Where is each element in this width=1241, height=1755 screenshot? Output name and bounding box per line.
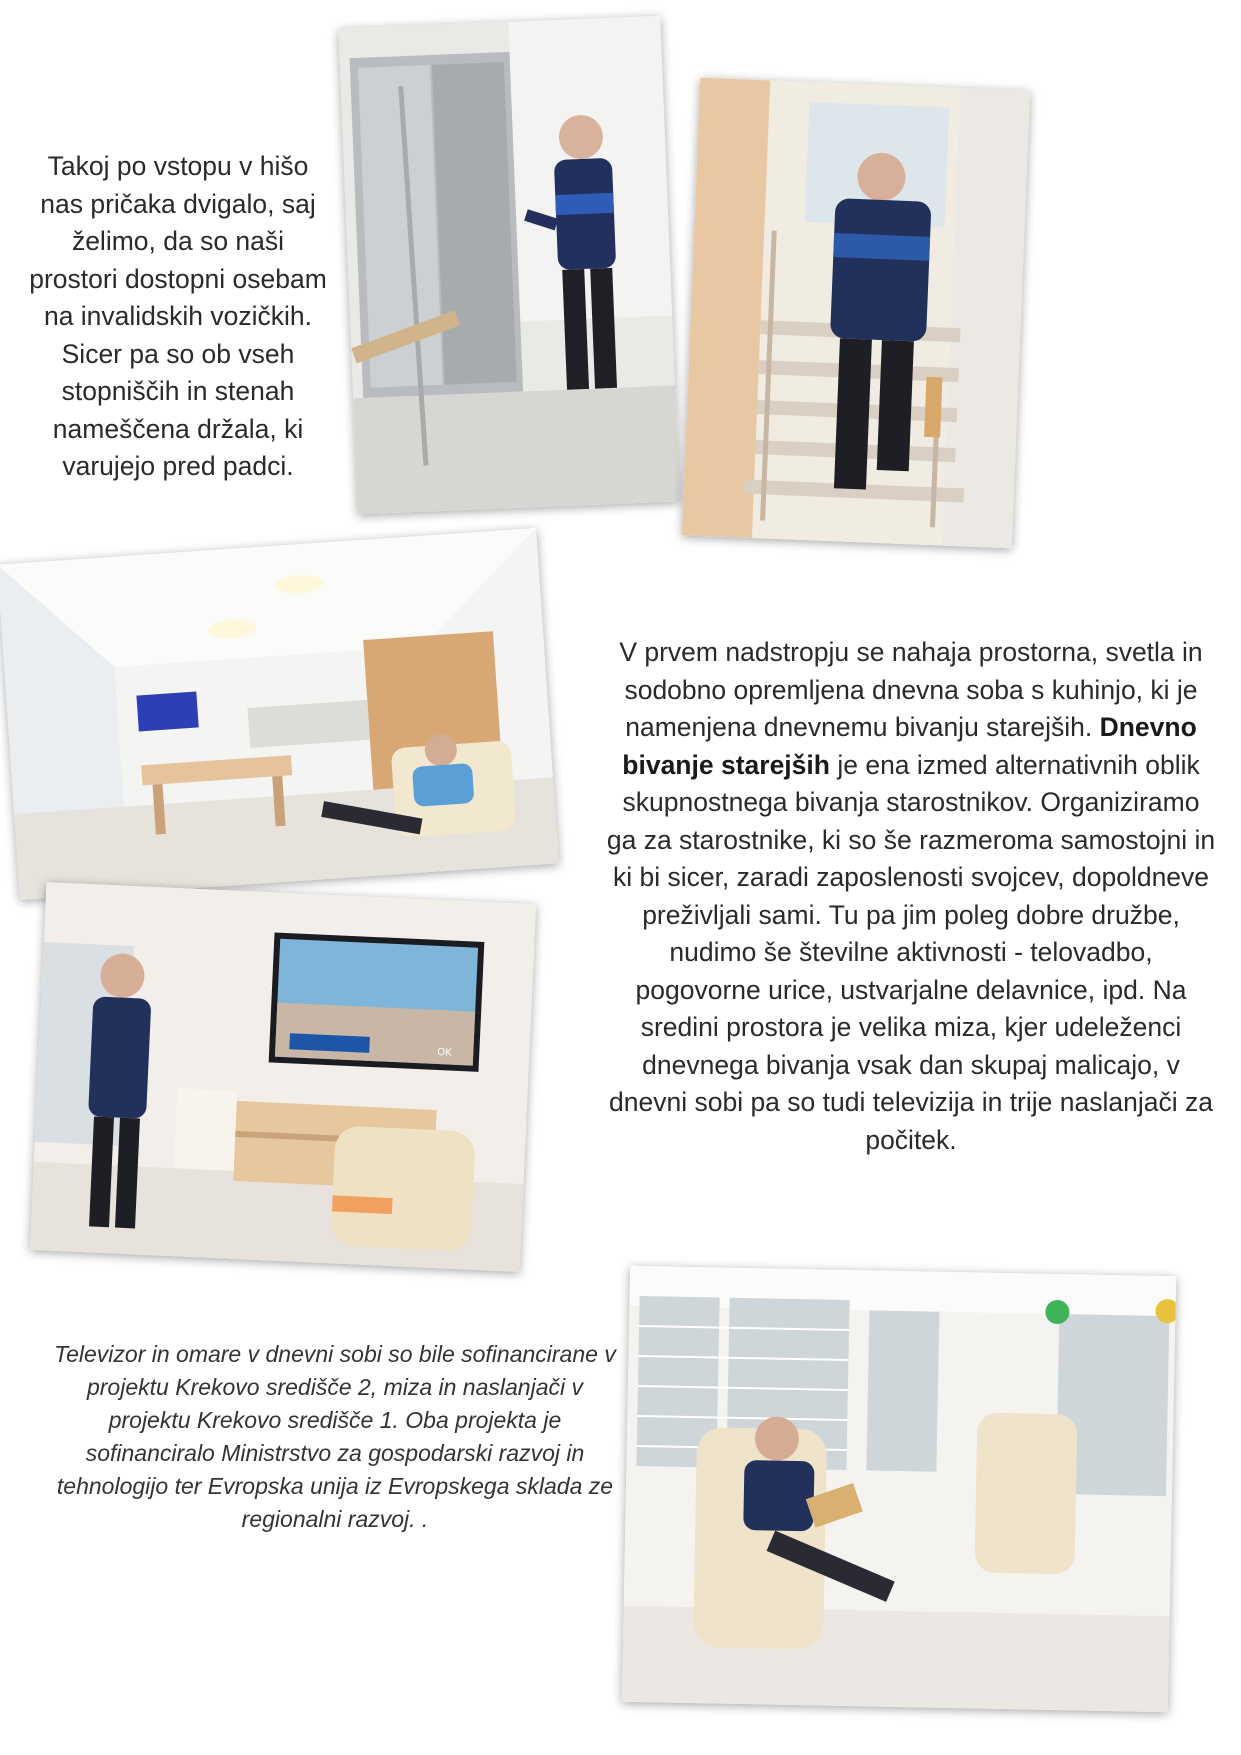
photo-tv-area xyxy=(30,882,536,1272)
funding-caption: Televizor in omare v dnevni sobi so bile sofinancirane v projektu Krekovo središče 2, miza in naslanjači v projektu Krekovo središče 1. Oba projekta je sofinanciralo Ministrstvo za gospodarski razvoj in tehnologijo ter Evropska unija iz Evropskega sklada ze regionalni razvoj. . xyxy=(54,1341,616,1532)
tv-screen-text: OK xyxy=(437,1046,452,1059)
intro-text: Takoj po vstopu v hišo nas pričaka dvigalo, saj želimo, da so naši prostori dostopni osebam na invalidskih vozičkih. Sicer pa so ob vseh stopniščih in stenah nameščena držala, ki varujejo pred padci. xyxy=(29,151,327,481)
main-paragraph xyxy=(606,634,1216,1159)
photo-armchairs xyxy=(622,1266,1176,1712)
main-text-bold: Dnevno bivanje starejših xyxy=(622,712,1197,780)
main-text-part2: je ena izmed alternativnih oblik skupnostnega bivanja starostnikov. Organiziramo ga za starostnike, ki so še razmeroma samostojni in ki bi sicer, zaradi zaposlenosti svojcev, dopoldneve preživljali sami. Tu pa jim poleg dobre družbe, nudimo še številne aktivnosti - telovadbo, pogovorne urice, ustvarjalne delavnice, ipd. Na sredini prostora je velika miza, kjer udeleženci dnevnega bivanja vsak dan skupaj malicajo, v dnevni sobi pa so tudi televizija in trije naslanjači za počitek. xyxy=(606,749,1216,1155)
photo-elevator xyxy=(338,16,679,515)
main-text-part1: V prvem nadstropju se nahaja prostorna, svetla in sodobno opremljena dnevna soba s kuhinjo, ki je namenjena dnevnemu bivanju starejših. xyxy=(619,637,1203,742)
photo-day-room xyxy=(0,528,559,900)
photo-stairs xyxy=(682,78,1030,549)
